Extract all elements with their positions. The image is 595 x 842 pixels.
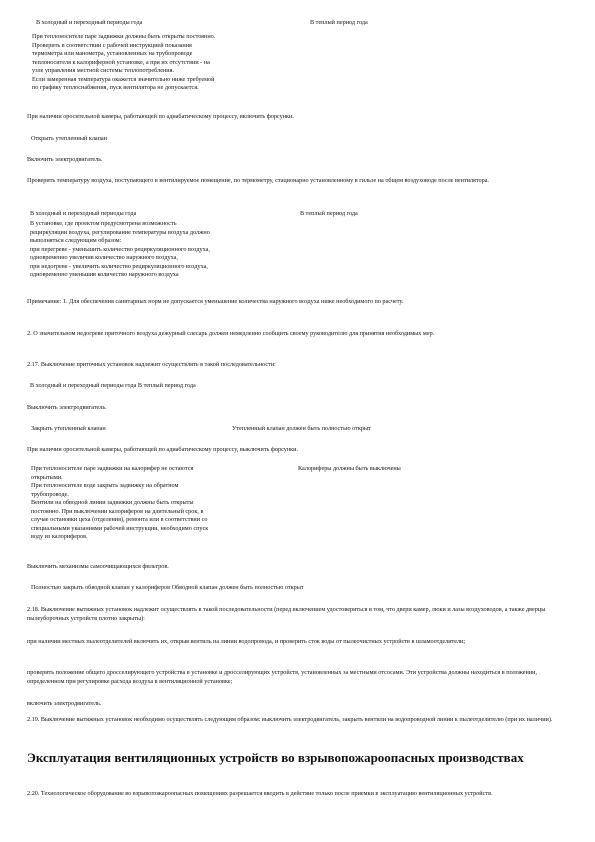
text-line: теплоносителя к калориферной установке, а при их отсутствии - на xyxy=(32,58,210,66)
paragraph: Калориферы должны быть выключены xyxy=(298,465,401,472)
paragraph: Открыть утепленный клапан xyxy=(31,135,107,142)
section-paragraph: 2.20. Технологическое оборудование во взрывопожароопасных помещениях разрешается вводить в действие только после приемки в эксплуатацию вентиляционных устройств. xyxy=(27,790,493,797)
section-paragraph: 2.17. Выключение приточных установок надлежит осуществлять в такой последовательности: xyxy=(27,361,276,368)
note-paragraph: 2. О значительном недогреве приточного воздуха дежурный слесарь должен немедленно сообщить своему руководителю для принятия необходимых мер. xyxy=(27,330,435,337)
paragraph: включить электродвигатель. xyxy=(27,700,102,707)
paragraph: Закрыть утепленный клапан xyxy=(31,425,106,432)
text-line: термометра или манометра, установленных на трубопроводе xyxy=(32,50,193,57)
column-heading-cold: В холодный и переходный периоды года xyxy=(36,19,143,26)
recirculation-instructions xyxy=(30,220,210,280)
text-line: рециркуляции воздуха, регулирование температуры воздуха должно xyxy=(30,228,210,236)
text-line: открытыми. xyxy=(31,473,63,481)
column-heading-cold: В холодный и переходный периоды года xyxy=(30,210,137,217)
note-paragraph: Примечание: 1. Для обеспечения санитарных норм не допускается уменьшение количества наружного воздуха ниже необходимого по расчету. xyxy=(27,298,404,305)
paragraph: Проверить температуру воздуха, поступающего в вентилируемое помещение, по термометру, стационарно установленному в гильзе на общем воздуховоде после вентилятора. xyxy=(27,177,489,184)
text-line: при перегреве - уменьшить количество рециркуляционного воздуха, xyxy=(30,245,210,253)
startup-heating-instructions xyxy=(32,33,215,93)
text-line: При теплоносителе паре задвижки на калорифер не остаются xyxy=(31,465,194,472)
text-line: При теплоносителе паре задвижки должны быть открыты постоянно. xyxy=(32,33,216,40)
text-line: выполняться следующим образом: xyxy=(30,237,122,244)
text-line: случае остановки цеха (отделения), ремонта или в соответствии со xyxy=(31,516,208,523)
text-line: одновременно увеличив количество наружного воздуха, xyxy=(30,254,178,261)
paragraph: Выключить электродвигатель. xyxy=(27,404,107,411)
text-line: узле управления местной системы теплопотребления. xyxy=(32,67,174,74)
text-line: постоянно. При выключении калориферов на длительный срок, в xyxy=(31,507,204,515)
column-headings-inline: В холодный и переходный периоды года В теплый период года xyxy=(30,382,196,389)
paragraph: При наличии оросительной камеры, работающей по адиабатическому процессу, выключить форсунки. xyxy=(27,446,299,453)
text-line: В установке, где проектом предусмотрена возможность xyxy=(30,220,177,227)
text-line: воду из калориферов. xyxy=(31,533,88,540)
paragraph: При наличии оросительной камеры, работающей по адиабатическому процессу, включить форсунки. xyxy=(27,113,294,120)
paragraph: проверить положение общего дросселирующего устройства в установке и дросселирующих устройств, установленных за местными отсосами. Эти устройства должны находиться в положении, определенном при регулировке расхода воздуха в вентиляционной установке; xyxy=(27,669,538,685)
column-heading-warm: В теплый период года xyxy=(300,210,358,217)
text-line: Если замеренная температура окажется значительно ниже требуемой xyxy=(32,75,215,83)
text-line: При теплоносителе воде закрыть задвижку на обратном xyxy=(31,482,179,489)
paragraph: Выключить механизмы самоочищающихся фильтров. xyxy=(27,563,169,570)
text-line: Проверить в соответствии с рабочей инструкцией показания xyxy=(32,41,192,49)
text-line: по графику теплоснабжения, пуск вентилятора не допускается. xyxy=(32,84,199,91)
shutdown-heating-instructions xyxy=(31,465,208,542)
paragraph: Включить электродвигатель. xyxy=(27,156,103,163)
paragraph: Полностью закрыть обводной клапан у калориферов Обводной клапан должен быть полностью открыт xyxy=(31,584,304,591)
section-heading: Эксплуатация вентиляционных устройств во взрывопожароопасных производствах xyxy=(27,750,524,765)
text-line: специальными указаниями рабочей инструкции, необходимо спуск xyxy=(31,524,209,532)
column-heading-warm: В теплый период года xyxy=(310,19,368,26)
section-paragraph: 2.19. Выключение вытяжных установок необходимо осуществлять следующим образом: выключить электродвигатель, закрыть вентили на водопроводной линии к пылеотделителю (при их наличии). xyxy=(27,716,553,723)
paragraph: при наличии местных пылеотделителей включить их, открыв вентиль на линии водопровода, и проверить сток воды от пылеочистных устройств в шламоотделители; xyxy=(27,638,466,645)
text-line: одновременно уменьшив количество наружного воздуха xyxy=(30,271,179,278)
paragraph: Утепленный клапан должен быть полностью открыт xyxy=(232,425,371,432)
text-line: Вентили на обводной линии задвижки должны быть открыты xyxy=(31,499,194,506)
text-line: трубопроводе. xyxy=(31,490,69,498)
text-line: при недогреве - увеличить количество рециркуляционного воздуха, xyxy=(30,262,208,270)
section-paragraph: 2.18. Выключение вытяжных установок надлежит осуществлять в такой последовательности (перед включением удостовериться в том, что двери камер, люки и лазы воздуховодов, а также дверцы пылеуборочных устройств плотно закрыты): xyxy=(27,606,546,622)
